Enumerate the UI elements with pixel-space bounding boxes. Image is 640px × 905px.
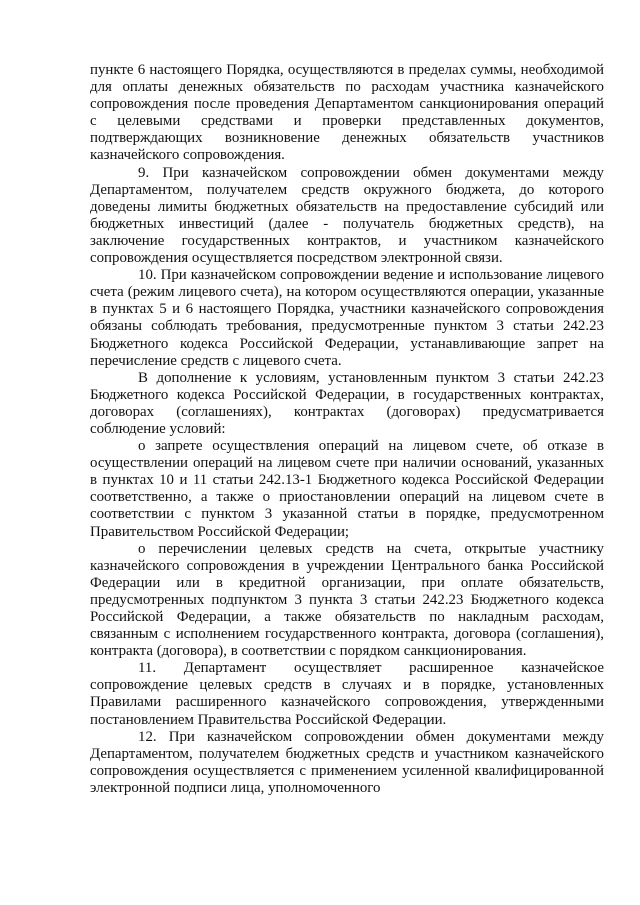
paragraph-9: 9. При казначейском сопровождении обмен документами между Департаментом, получателем средств окружного бюджета, до которого доведены лимиты бюджетных обязательств на предоставление субсидий или бюджетных инвестиций (далее - получатель бюджетных средств), на заключение государственных контрактов, и участником казначейского сопровождения осуществляется посредством электронной связи. — [90, 164, 604, 267]
paragraph-condition-transfer: о перечислении целевых средств на счета, открытые участнику казначейского сопровождения в учреждении Центрального банка Российской Федерации или в кредитной организации, при оплате обязательств, предусмотренных подпунктом 3 пункта 3 статьи 242.23 Бюджетного кодекса Российской Федерации, а также обязательств по накладным расходам, связанным с исполнением государственного контракта, договора (соглашения), контракта (договора), в соответствии с порядком санкционирования. — [90, 540, 604, 660]
paragraph-continuation: пункте 6 настоящего Порядка, осуществляются в пределах суммы, необходимой для оплаты денежных обязательств по расходам участника казначейского сопровождения после проведения Департаментом санкционирования операций с целевыми средствами и проверки представленных документов, подтверждающих возникновение денежных обязательств участников казначейского сопровождения. — [90, 62, 604, 164]
paragraph-additional-conditions: В дополнение к условиям, установленным пунктом 3 статьи 242.23 Бюджетного кодекса Российской Федерации, в государственных контрактах, договорах (соглашениях), контрактах (договорах) предусматривается соблюдение условий: — [90, 369, 604, 437]
paragraph-10: 10. При казначейском сопровождении ведение и использование лицевого счета (режим лицевого счета), на котором осуществляются операции, указанные в пунктах 5 и 6 настоящего Порядка, участники казначейского сопровождения обязаны соблюдать требования, предусмотренные пунктом 3 статьи 242.23 Бюджетного кодекса Российской Федерации, устанавливающие запрет на перечисление средств с лицевого счета. — [90, 267, 604, 369]
paragraph-12: 12. При казначейском сопровождении обмен документами между Департаментом, получателем бюджетных средств и участником казначейского сопровождения осуществляется с применением усиленной квалифицированной электронной подписи лица, уполномоченного — [90, 728, 604, 796]
document-body — [90, 62, 604, 797]
paragraph-condition-operations-ban: о запрете осуществления операций на лицевом счете, об отказе в осуществлении операций на лицевом счете при наличии оснований, указанных в пунктах 10 и 11 статьи 242.13-1 Бюджетного кодекса Российской Федерации соответственно, а также о приостановлении операций на лицевом счете в соответствии с пунктом 3 указанной статьи в порядке, предусмотренном Правительством Российской Федерации; — [90, 438, 604, 540]
paragraph-11: 11. Департамент осуществляет расширенное казначейское сопровождение целевых средств в случаях и в порядке, установленных Правилами расширенного казначейского сопровождения, утвержденными постановлением Правительства Российской Федерации. — [90, 660, 604, 728]
